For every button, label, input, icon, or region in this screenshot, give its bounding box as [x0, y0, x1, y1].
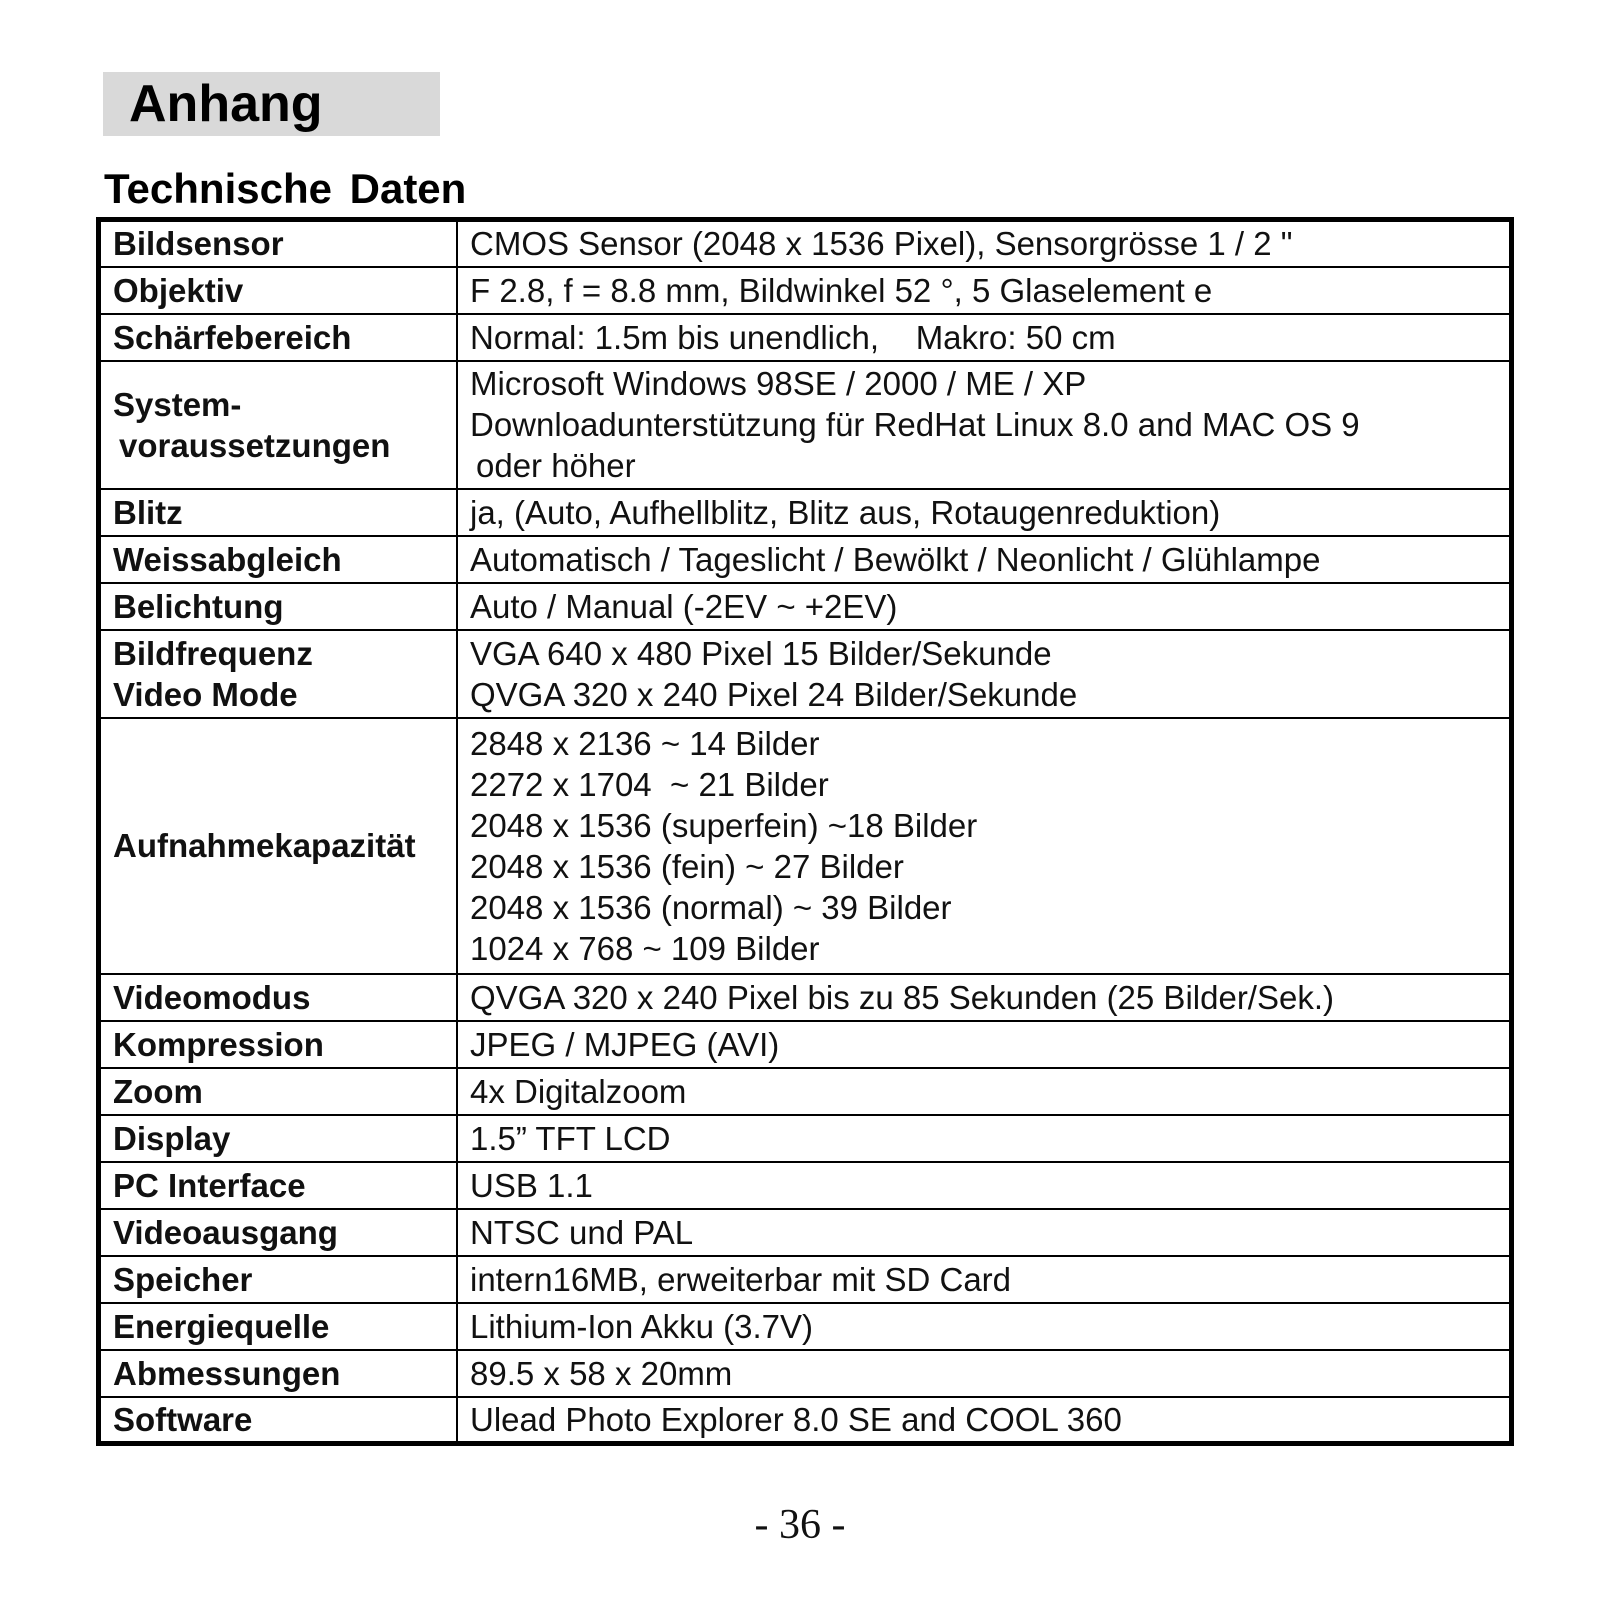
spec-value: 89.5 x 58 x 20mm	[470, 1354, 733, 1392]
spec-value-cell	[457, 361, 1512, 489]
spec-table-body	[99, 220, 1512, 1444]
spec-label: Kompression	[113, 1025, 324, 1063]
spec-value-cell	[457, 267, 1512, 314]
spec-label-cell	[99, 361, 458, 489]
table-row	[99, 1256, 1512, 1303]
spec-value: Ulead Photo Explorer 8.0 SE and COOL 360	[470, 1400, 1122, 1438]
spec-value: 2272 x 1704 ~ 21 Bilder	[470, 765, 829, 803]
spec-value: 2048 x 1536 (superfein) ~18 Bilder	[470, 806, 978, 844]
spec-label: Aufnahmekapazität	[113, 827, 416, 864]
spec-value-cell	[457, 1256, 1512, 1303]
spec-label-cell	[99, 1209, 458, 1256]
table-row	[99, 1021, 1512, 1068]
spec-value-cell	[457, 1303, 1512, 1350]
spec-value: Auto / Manual (-2EV ~ +2EV)	[470, 587, 898, 625]
table-row	[99, 489, 1512, 536]
spec-value-cell	[457, 1397, 1512, 1444]
spec-value-cell	[457, 489, 1512, 536]
table-row	[99, 1162, 1512, 1209]
table-row	[99, 1303, 1512, 1350]
spec-label: Abmessungen	[113, 1354, 341, 1392]
spec-label: Belichtung	[113, 587, 284, 625]
spec-label-cell	[99, 489, 458, 536]
spec-label: Software	[113, 1400, 253, 1438]
spec-label: Zoom	[113, 1072, 203, 1110]
spec-value: oder höher	[476, 447, 636, 484]
spec-value: QVGA 320 x 240 Pixel 24 Bilder/Sekunde	[470, 675, 1078, 713]
chapter-title: Anhang	[103, 72, 440, 136]
spec-label: voraussetzungen	[119, 426, 391, 464]
spec-label-cell	[99, 1162, 458, 1209]
table-row	[99, 1350, 1512, 1397]
spec-label-cell	[99, 630, 458, 718]
table-row	[99, 220, 1512, 267]
spec-label: Energiequelle	[113, 1307, 330, 1345]
spec-label: Objektiv	[113, 271, 244, 309]
spec-label: PC Interface	[113, 1166, 306, 1204]
table-row	[99, 1068, 1512, 1115]
spec-value-cell	[457, 1162, 1512, 1209]
spec-value: Normal: 1.5m bis unendlich, Makro: 50 cm	[470, 318, 1116, 356]
spec-value: ja, (Auto, Aufhellblitz, Blitz aus, Rotaugenreduktion)	[470, 493, 1221, 531]
spec-label: Speicher	[113, 1260, 253, 1298]
spec-value-cell	[457, 630, 1512, 718]
table-row	[99, 718, 1512, 974]
section-title: Technische Daten	[104, 165, 467, 212]
table-row	[99, 974, 1512, 1021]
spec-value-cell	[457, 1350, 1512, 1397]
table-row	[99, 583, 1512, 630]
spec-label-cell	[99, 1350, 458, 1397]
spec-value: CMOS Sensor (2048 x 1536 Pixel), Sensorgrösse 1 / 2 "	[470, 225, 1293, 263]
spec-table	[96, 217, 1514, 1446]
spec-label: Bildfrequenz	[113, 634, 313, 672]
spec-value: 2048 x 1536 (normal) ~ 39 Bilder	[470, 888, 952, 926]
spec-label-cell	[99, 267, 458, 314]
spec-value-cell	[457, 583, 1512, 630]
spec-label-cell	[99, 314, 458, 361]
page-number: - 36 -	[754, 1502, 846, 1548]
spec-label: System-	[113, 385, 242, 423]
spec-value: intern16MB, erweiterbar mit SD Card	[470, 1260, 1012, 1298]
spec-label: Schärfebereich	[113, 318, 352, 356]
spec-value: F 2.8, f = 8.8 mm, Bildwinkel 52 °, 5 Glaselement e	[470, 271, 1213, 309]
table-row	[99, 1397, 1512, 1444]
spec-value-cell	[457, 220, 1512, 267]
spec-value: 1024 x 768 ~ 109 Bilder	[470, 929, 820, 967]
spec-value: QVGA 320 x 240 Pixel bis zu 85 Sekunden (25 Bilder/Sek.)	[470, 978, 1334, 1016]
spec-label: Videomodus	[113, 978, 311, 1016]
spec-label: Video Mode	[113, 675, 298, 713]
spec-value: Downloadunterstützung für RedHat Linux 8.0 and MAC OS 9	[470, 406, 1360, 443]
spec-value: Lithium-Ion Akku (3.7V)	[470, 1307, 813, 1345]
spec-label: Weissabgleich	[113, 540, 342, 578]
table-row	[99, 630, 1512, 718]
spec-label-cell	[99, 974, 458, 1021]
spec-label-cell	[99, 583, 458, 630]
spec-label-cell	[99, 1397, 458, 1444]
spec-value: NTSC und PAL	[470, 1213, 694, 1251]
spec-value: JPEG / MJPEG (AVI)	[470, 1025, 780, 1063]
spec-value-cell	[457, 314, 1512, 361]
spec-value: VGA 640 x 480 Pixel 15 Bilder/Sekunde	[470, 634, 1052, 672]
spec-label-cell	[99, 1256, 458, 1303]
spec-label-cell	[99, 1115, 458, 1162]
spec-value-cell	[457, 1021, 1512, 1068]
table-row	[99, 1209, 1512, 1256]
spec-label-cell	[99, 1021, 458, 1068]
spec-value-cell	[457, 718, 1512, 974]
spec-label-cell	[99, 536, 458, 583]
spec-value-cell	[457, 1068, 1512, 1115]
spec-label: Videoausgang	[113, 1213, 338, 1251]
spec-label-cell	[99, 1303, 458, 1350]
spec-value: 1.5” TFT LCD	[470, 1119, 671, 1157]
spec-label: Display	[113, 1119, 231, 1157]
table-row	[99, 314, 1512, 361]
spec-value: 2848 x 2136 ~ 14 Bilder	[470, 724, 820, 762]
table-row	[99, 1115, 1512, 1162]
spec-label: Bildsensor	[113, 225, 284, 263]
spec-label-cell	[99, 1068, 458, 1115]
spec-value-cell	[457, 1115, 1512, 1162]
spec-label: Blitz	[113, 493, 183, 531]
spec-label-cell	[99, 718, 458, 974]
spec-value-cell	[457, 974, 1512, 1021]
spec-value-cell	[457, 536, 1512, 583]
spec-value: USB 1.1	[470, 1166, 593, 1204]
spec-value: Microsoft Windows 98SE / 2000 / ME / XP	[470, 365, 1087, 402]
table-row	[99, 267, 1512, 314]
spec-value: Automatisch / Tageslicht / Bewölkt / Neonlicht / Glühlampe	[470, 540, 1321, 578]
spec-label-cell	[99, 220, 458, 267]
table-row	[99, 536, 1512, 583]
spec-value: 4x Digitalzoom	[470, 1072, 687, 1110]
spec-value-cell	[457, 1209, 1512, 1256]
table-row	[99, 361, 1512, 489]
spec-value: 2048 x 1536 (fein) ~ 27 Bilder	[470, 847, 904, 885]
